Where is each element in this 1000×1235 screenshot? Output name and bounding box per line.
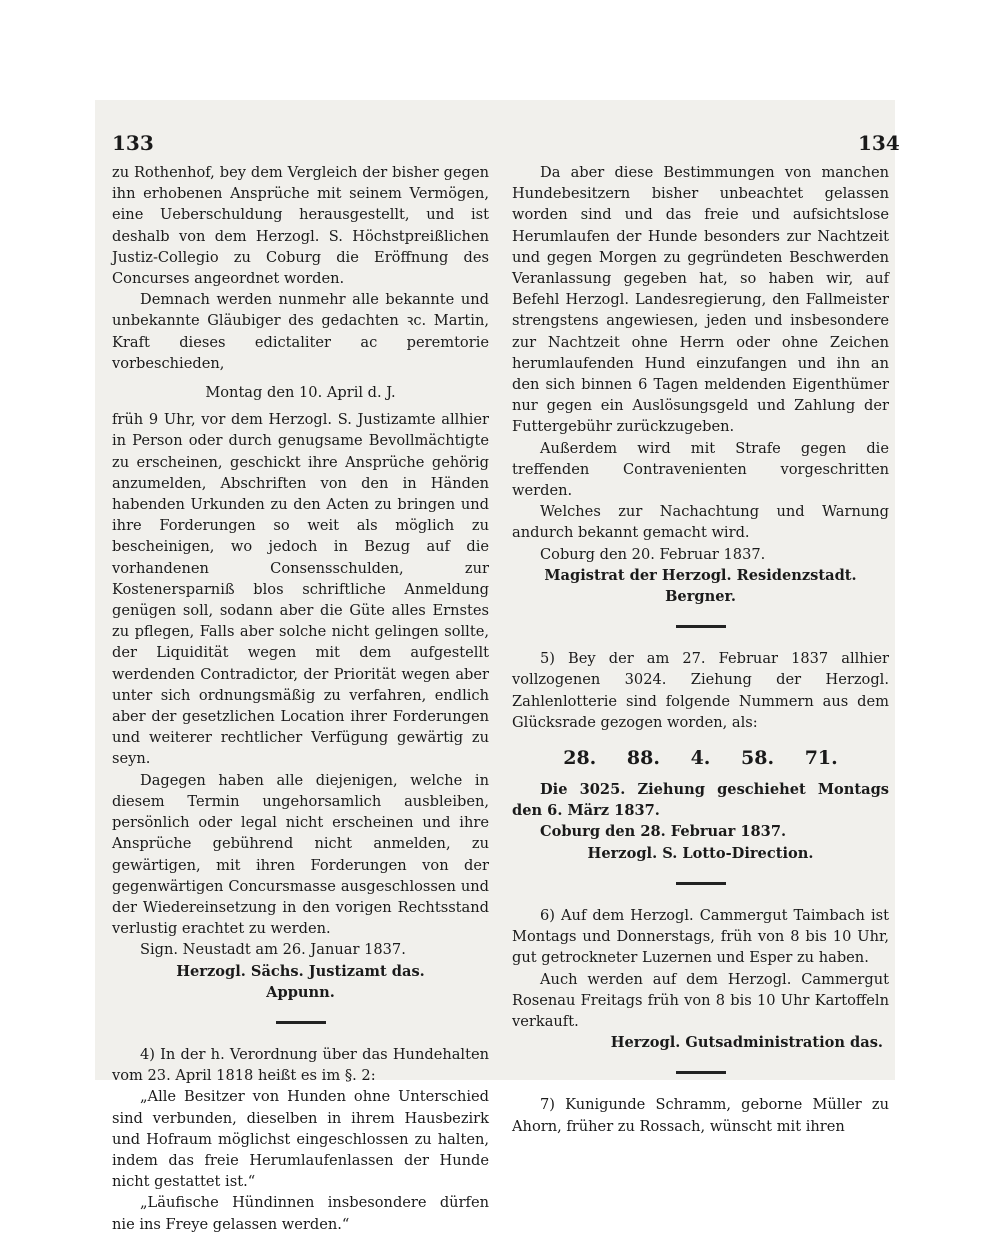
signature-office: Magistrat der Herzogl. Residenzstadt. [544,566,857,584]
section-divider [676,625,726,628]
signature-name: Appunn. [266,983,335,1001]
paragraph: 4) In der h. Verordnung über das Hundehalten vom 23. April 1818 heißt es im §. 2: [112,1045,489,1085]
quote: „Alle Besitzer von Hunden ohne Unterschied sind verbunden, dieselben in ihrem Hausbezirk und Hofraum möglichst eingeschlossen zu halten, indem das freie Herumlaufenlassen der Hunde nicht gestattet ist.“ [112,1088,489,1191]
section-divider [676,1071,726,1074]
hearing-date: Montag den 10. April d. J. [205,384,396,402]
signature-office: Herzogl. Gutsadministration das. [610,1034,883,1052]
section-divider [676,882,726,885]
paragraph: Demnach werden nunmehr alle bekannte und unbekannte Gläubiger des gedachten ꝛc. Martin, Kraft dieses edictaliter ac peremtorie vorbeschieden, [112,291,489,372]
page-number-right: 134 [858,131,900,155]
paragraph: Außerdem wird mit Strafe gegen die treffenden Contravenienten vorgeschritten werden. [512,439,889,500]
signature-place-date: Coburg den 20. Februar 1837. [540,545,766,563]
page-number-left: 133 [112,131,154,155]
signature-office: Herzogl. Sächs. Justizamt das. [176,962,425,980]
right-column [512,162,889,1137]
paragraph: zu Rothenhof, bey dem Vergleich der bisher gegen ihn erhobenen Ansprüche mit seinem Vermögen, eine Ueberschuldung herausgestellt, und ist deshalb von dem Herzogl. S. Höchstpreißlichen Justiz-Collegio zu Coburg die Eröffnung des Concurses angeordnet worden. [112,164,489,288]
paragraph: Da aber diese Bestimmungen von manchen Hundebesitzern bisher unbeachtet gelassen worden sind und das freie und aufsichtslose Herumlaufen der Hunde besonders zur Nachtzeit und gegen Morgen zu gegründeten Beschwerden Veranlassung gegeben hat, so haben wir, auf Befehl Herzogl. Landesregierung, den Fallmeister strengstens angewiesen, jeden und insbesondere zur Nachtzeit ohne Herrn oder ohne Zeichen herumlaufenden Hund einzufangen und ihn an den sich binnen 6 Tagen meldenden Eigenthümer nur gegen ein Auslösungsgeld und Zahlung der Futtergebühr zurückzugeben. [512,164,889,436]
paragraph: Die 3025. Ziehung geschiehet Montags den 6. März 1837. [512,781,889,820]
paragraph: Welches zur Nachachtung und Warnung andurch bekannt gemacht wird. [512,503,889,542]
signature-office: Herzogl. S. Lotto-Direction. [587,844,814,862]
signature-place-date: Coburg den 28. Februar 1837. [540,823,787,841]
signature-place-date: Sign. Neustadt am 26. Januar 1837. [140,941,406,959]
section-divider [276,1021,326,1024]
paragraph: Auch werden auf dem Herzogl. Cammergut Rosenau Freitags früh von 8 bis 10 Uhr Kartoffeln verkauft. [512,970,889,1030]
paragraph: 5) Bey der am 27. Februar 1837 allhier vollzogenen 3024. Ziehung der Herzogl. Zahlenlotterie sind folgende Nummern aus dem Glücksrade gezogen worden, als: [512,650,889,731]
signature-name: Bergner. [665,588,736,606]
paragraph: Dagegen haben alle diejenigen, welche in diesem Termin ungehorsamlich ausbleiben, persönlich oder legal nicht erscheinen und ihre Ansprüche gebührend nicht anmelden, zu gewärtigen, mit ihren Forderungen von der gegenwärtigen Concursmasse ausgeschlossen und der Wiedereinsetzung in den vorigen Rechtsstand verlustig erachtet zu werden. [112,771,489,938]
quote: „Läufische Hündinnen insbesondere dürfen nie ins Freye gelassen werden.“ [112,1194,489,1233]
paragraph: früh 9 Uhr, vor dem Herzogl. S. Justizamte allhier in Person oder durch genugsame Bevollmächtigte zu erscheinen, geschickt ihre Ansprüche gehörig anzumelden, Abschriften von den in Händen habenden Urkunden zu den Acten zu bringen und ihre Forderungen so weit als möglich zu bescheinigen, wo jedoch in Bezug auf die vorhandenen Consensschulden, zur Kostenersparniß blos schriftliche Anmeldung genügen soll, sodann aber die Güte alles Ernstes zu pflegen, Falls aber solche nicht gelingen sollte, der Liquidität wegen mit dem aufgestellt werdenden Contradictor, der Priorität wegen aber unter sich ordnungsmäßig zu verfahren, endlich aber der gesetzlichen Location ihrer Forderungen und weiterer rechtlicher Verfügung gewärtig zu seyn. [112,411,489,768]
lottery-numbers: 28. 88. 4. 58. 71. [563,747,838,770]
left-column [112,162,489,1235]
paragraph: 7) Kunigunde Schramm, geborne Müller zu Ahorn, früher zu Rossach, wünscht mit ihren [512,1096,889,1135]
paragraph: 6) Auf dem Herzogl. Cammergut Taimbach ist Montags und Donnerstags, früh von 8 bis 10 Uhr, gut getrockneter Luzernen und Esper zu haben. [512,906,889,967]
